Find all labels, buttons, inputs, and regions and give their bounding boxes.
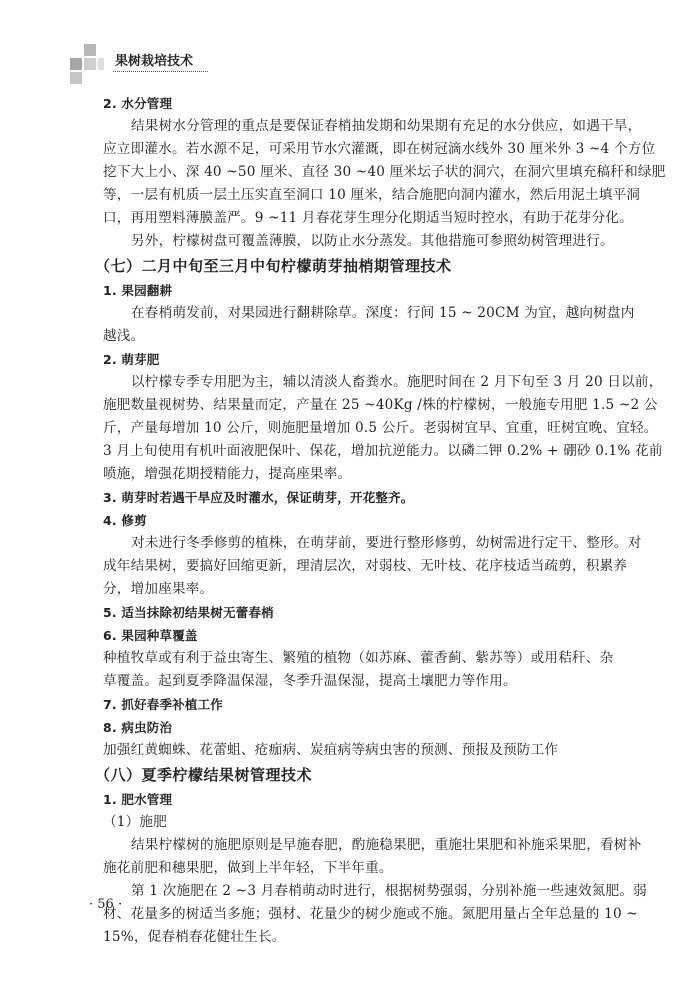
- subsection-heading: 4. 修剪: [103, 513, 147, 528]
- paragraph-line: 施花前肥和穗果肥，做到上半年轻，下半年重。: [103, 860, 393, 876]
- page-body: [95, 92, 666, 949]
- paragraph-line: 成年结果树，要搞好回缩更新，理清层次，对弱枝、无叶枝、花序枝适当疏剪，积累养: [103, 558, 628, 574]
- paragraph-line: 施肥数量视树势、结果量而定，产量在 25 ~40Kg /株的柠檬树，一般施专用肥 1.5 ~2 公: [103, 397, 658, 413]
- header-decoration-square: [84, 58, 96, 70]
- page-header: [0, 38, 699, 88]
- paragraph-line: 以柠檬专季专用肥为主，辅以清淡人畜粪水。施肥时间在 2 月下旬至 3 月 20 日以前，: [131, 374, 663, 390]
- paragraph-line: 3 月上旬使用有机叶面液肥保叶、保花，增加抗逆能力。以磷二钾 0.2% + 硼砂 0.1% 花前: [103, 443, 663, 459]
- paragraph-line: 种植牧草或有利于益虫寄生、繁殖的植物（如苏麻、藿香蓟、紫苏等）或用秸秆、杂: [103, 650, 614, 666]
- paragraph-line: 结果柠檬树的施肥原则是早施春肥，酌施稳果肥，重施壮果肥和补施采果肥，看树补: [131, 837, 642, 853]
- paragraph-line: 加强红黄蜘蛛、花蕾蛆、疮痂病、炭疽病等病虫害的预测、预报及预防工作: [103, 742, 559, 758]
- sub-item-heading: （1）施肥: [103, 814, 168, 830]
- paragraph-line: 越浅。: [103, 328, 145, 344]
- paragraph-line: 在春梢萌发前，对果园进行翻耕除草。深度：行间 15 ~ 20CM 为宜，越向树盘内: [131, 305, 635, 321]
- paragraph-line: 对未进行冬季修剪的植株，在萌芽前，要进行整形修剪，幼树需进行定干、整形。对: [131, 535, 642, 551]
- section-heading: （八）夏季柠檬结果树管理技术: [95, 766, 313, 784]
- subsection-heading: 3. 萌芽时若遇干旱应及时灌水，保证萌芽，开花整齐。: [103, 490, 414, 505]
- paragraph-line: 等，一层有机质一层土压实直至洞口 10 厘米，结合施肥向洞内灌水，然后用泥土填平洞: [103, 187, 641, 203]
- header-dotted-rule: [113, 71, 208, 72]
- header-decoration-square: [84, 44, 96, 56]
- paragraph-line: 喷施，增强花期授精能力，提高座果率。: [103, 466, 352, 482]
- subsection-heading: 2. 萌芽肥: [103, 352, 160, 367]
- paragraph-line: 应立即灌水。若水源不足，可采用节水穴灌溉，即在树冠滴水线外 30 厘米外 3 ~4 个方位: [103, 141, 656, 157]
- paragraph-line: 第 1 次施肥在 2 ~3 月春梢萌动时进行，根据树势强弱，分别补施一些速效氮肥。弱: [131, 883, 647, 899]
- header-decoration-square: [98, 58, 104, 70]
- paragraph-line: 挖下大上小、深 40 ~50 厘米、直径 30 ~40 厘米坛子状的洞穴，在洞穴里填充稿秆和绿肥: [103, 164, 666, 180]
- subsection-heading: 1. 果园翻耕: [103, 283, 173, 298]
- paragraph-line: 分，增加座果率。: [103, 581, 214, 597]
- section-heading: （七）二月中旬至三月中旬柠檬萌芽抽梢期管理技术: [95, 257, 452, 275]
- paragraph-line: 草覆盖。起到夏季降温保湿，冬季升温保湿，提高土壤肥力等作用。: [103, 673, 517, 689]
- header-decoration-square: [70, 72, 82, 84]
- paragraph-line: 材、花量多的树适当多施；强材、花量少的树少施或不施。氮肥用量占全年总量的 10 ~: [103, 906, 638, 922]
- paragraph-line: 结果树水分管理的重点是要保证春梢抽发期和幼果期有充足的水分供应，如遇干旱，: [131, 118, 642, 134]
- paragraph-line: 15%，促春梢春花健壮生长。: [103, 929, 286, 945]
- subsection-heading: 1. 肥水管理: [103, 792, 173, 807]
- subsection-heading: 8. 病虫防治: [103, 720, 173, 735]
- subsection-heading: 6. 果园种草覆盖: [103, 628, 198, 643]
- subsection-heading: 2. 水分管理: [103, 96, 173, 111]
- header-decoration-square: [70, 58, 82, 70]
- paragraph-line: 另外，柠檬树盘可覆盖薄膜，以防止水分蒸发。其他措施可参照幼树管理进行。: [131, 233, 614, 249]
- subsection-heading: 5. 适当抹除初结果树无蕾春梢: [103, 605, 274, 620]
- subsection-heading: 7. 抓好春季补植工作: [103, 697, 223, 712]
- page-number: · 56 ·: [89, 897, 123, 912]
- paragraph-line: 口，再用塑料薄膜盖严。9 ~11 月春花芽生理分化期适当短时控水，有助于花芽分化。: [103, 210, 633, 226]
- paragraph-line: 斤，产量每增加 10 公斤，则施肥量增加 0.5 公斤。老弱树宜早、宜重，旺树宜晚、宜轻。: [103, 420, 658, 436]
- running-header-title: 果树栽培技术: [115, 54, 194, 69]
